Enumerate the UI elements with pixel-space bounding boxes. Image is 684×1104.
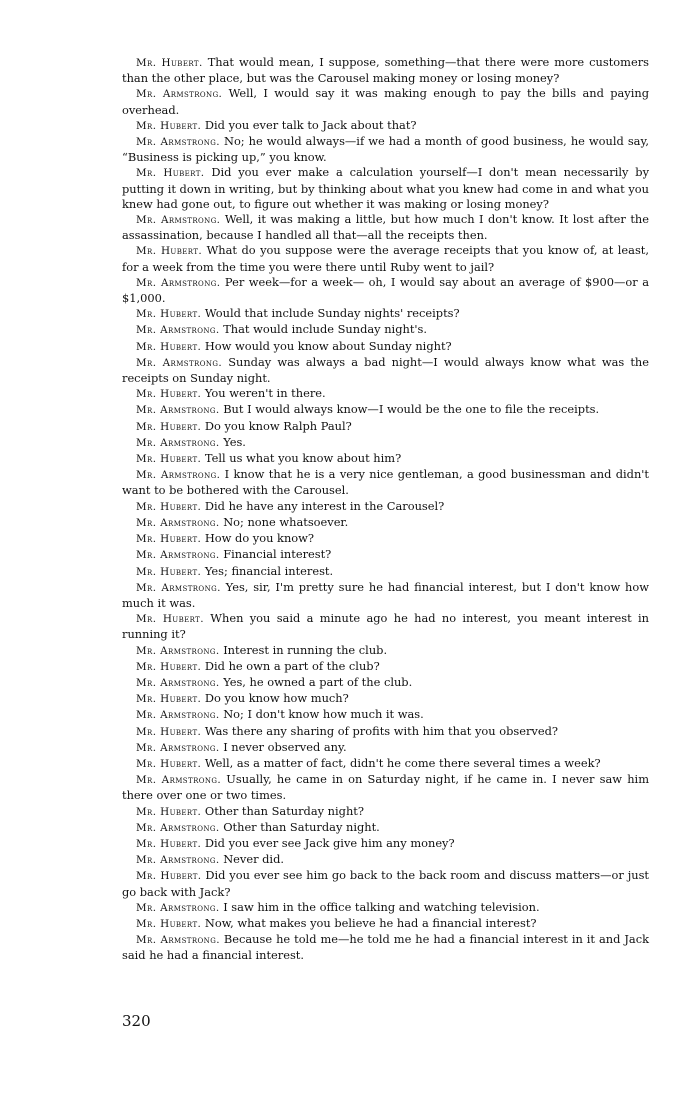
testimony-text: Usually, he came in on Saturday night, if he came in. I never saw him there over one or two times. [122, 772, 649, 803]
speaker-name: Mr. Armstrong. [136, 436, 220, 449]
speaker-name: Mr. Armstrong. [136, 821, 220, 834]
speaker-name: Mr. Hubert. [136, 613, 204, 626]
testimony-text: I never observed any. [223, 739, 347, 754]
speaker-name: Mr. Armstrong. [136, 214, 221, 227]
speaker-name: Mr. Armstrong. [136, 934, 220, 947]
testimony-text: When you said a minute ago he had no interest, you meant interest in running it? [122, 611, 649, 642]
testimony-text: Financial interest? [223, 547, 332, 562]
testimony-text: Other than Saturday night? [204, 803, 364, 818]
speaker-name: Mr. Armstrong. [136, 404, 220, 417]
speaker-name: Mr. Armstrong. [136, 854, 220, 867]
speaker-name: Mr. Armstrong. [136, 709, 220, 722]
testimony-paragraph [122, 564, 649, 580]
testimony-paragraph [122, 836, 649, 852]
testimony-paragraph [122, 724, 649, 740]
speaker-name: Mr. Hubert. [136, 870, 202, 883]
testimony-paragraph [122, 691, 649, 707]
testimony-text: Did you ever see Jack give him any money? [204, 835, 455, 850]
speaker-name: Mr. Hubert. [136, 167, 205, 180]
speaker-name: Mr. Armstrong. [136, 774, 222, 787]
testimony-paragraph [122, 740, 649, 756]
speaker-name: Mr. Hubert. [136, 245, 203, 258]
testimony-text: Did you ever talk to Jack about that? [204, 117, 417, 132]
testimony-text: Sunday was always a bad night—I would always know what was the receipts on Sunday night. [122, 354, 649, 386]
testimony-paragraph [122, 243, 649, 274]
testimony-text: Would that include Sunday nights' receipts? [204, 306, 460, 321]
testimony-paragraph [122, 467, 649, 498]
testimony-paragraph [122, 339, 649, 355]
testimony-text: That would mean, I suppose, something—that there were more customers than the other place, but was the Carousel making money or losing money? [122, 55, 649, 86]
testimony-text: Per week—for a week— oh, I would say about an average of $900—or a $1,000. [122, 274, 649, 306]
testimony-paragraph [122, 451, 649, 467]
speaker-name: Mr. Armstrong. [136, 276, 221, 289]
speaker-name: Mr. Armstrong. [136, 324, 220, 337]
testimony-paragraph [122, 435, 649, 451]
testimony-paragraph [122, 515, 649, 531]
speaker-name: Mr. Armstrong. [136, 644, 220, 657]
speaker-name: Mr. Armstrong. [136, 676, 220, 689]
testimony-paragraph [122, 932, 649, 963]
speaker-name: Mr. Hubert. [136, 308, 202, 321]
testimony-text: Well, as a matter of fact, didn't he come there several times a week? [204, 755, 601, 770]
testimony-paragraph [122, 499, 649, 515]
testimony-text: What do you suppose were the average receipts that you know of, at least, for a week from the time you were there until Ruby went to jail? [122, 243, 650, 274]
testimony-text: That would include Sunday night's. [223, 322, 427, 337]
speaker-name: Mr. Armstrong. [136, 136, 220, 149]
speaker-name: Mr. Hubert. [136, 837, 202, 850]
speaker-name: Mr. Armstrong. [136, 356, 223, 369]
testimony-paragraph [122, 675, 649, 691]
testimony-text: I saw him in the office talking and watching television. [223, 899, 540, 914]
testimony-text: Never did. [223, 852, 284, 867]
speaker-name: Mr. Hubert. [136, 388, 202, 401]
testimony-text: Do you know how much? [204, 691, 349, 706]
testimony-paragraph [122, 804, 649, 820]
testimony-text: Yes, sir, I'm pretty sure he had financial interest, but I don't know how much it was. [122, 579, 650, 610]
testimony-text: Well, it was making a little, but how much I don't know. It lost after the assassination, because I handled all that—all the receipts then. [122, 212, 649, 243]
testimony-text: Do you know Ralph Paul? [204, 418, 352, 433]
speaker-name: Mr. Hubert. [136, 500, 202, 513]
testimony-paragraph [122, 820, 649, 836]
testimony-text: No; I don't know how much it was. [223, 707, 424, 722]
testimony-text: I know that he is a very nice gentleman, a good businessman and didn't want to be bothered with the Carousel. [122, 467, 649, 498]
testimony-paragraph [122, 659, 649, 675]
testimony-text: Did he own a part of the club? [204, 658, 380, 673]
speaker-name: Mr. Armstrong. [136, 901, 220, 914]
speaker-name: Mr. Hubert. [136, 420, 202, 433]
testimony-text: But I would always know—I would be the one to file the receipts. [223, 402, 600, 417]
speaker-name: Mr. Hubert. [136, 725, 202, 738]
testimony-paragraph [122, 707, 649, 723]
testimony-paragraph [122, 852, 649, 868]
testimony-paragraph [122, 275, 649, 306]
speaker-name: Mr. Hubert. [136, 340, 202, 353]
testimony-text: How do you know? [204, 531, 315, 546]
speaker-name: Mr. Hubert. [136, 693, 202, 706]
testimony-paragraph [122, 306, 649, 322]
testimony-paragraph [122, 134, 649, 165]
speaker-name: Mr. Armstrong. [136, 549, 220, 562]
testimony-paragraph [122, 165, 649, 212]
page-number: 320 [122, 1012, 151, 1030]
speaker-name: Mr. Hubert. [136, 57, 203, 69]
testimony-paragraph [122, 916, 649, 932]
testimony-text: Was there any sharing of profits with him that you observed? [204, 723, 558, 738]
testimony-paragraph [122, 547, 649, 563]
testimony-paragraph [122, 643, 649, 659]
testimony-text: Did he have any interest in the Carousel? [204, 498, 445, 513]
testimony-paragraph [122, 419, 649, 435]
speaker-name: Mr. Hubert. [136, 805, 202, 818]
testimony-text: No; none whatsoever. [223, 514, 349, 529]
speaker-name: Mr. Hubert. [136, 565, 202, 578]
testimony-text: Yes. [223, 434, 246, 449]
testimony-text: Other than Saturday night. [223, 819, 380, 834]
testimony-paragraph [122, 756, 649, 772]
testimony-paragraph [122, 868, 649, 899]
testimony-text: No; he would always—if we had a month of good business, he would say, “Business is picking up,” you know. [122, 134, 649, 165]
speaker-name: Mr. Armstrong. [136, 469, 221, 482]
speaker-name: Mr. Armstrong. [136, 88, 223, 101]
testimony-paragraph [122, 355, 649, 386]
testimony-text: Because he told me—he told me he had a financial interest in it and Jack said he had a financial interest. [122, 932, 650, 963]
testimony-text: Did you ever make a calculation yourself—I don't mean necessarily by putting it down in writing, but by thinking about what you knew had come in and what you knew had gone out, to figure out whether it was making or losing money? [122, 165, 650, 211]
testimony-paragraph [122, 580, 649, 611]
testimony-paragraph [122, 212, 649, 243]
speaker-name: Mr. Hubert. [136, 453, 202, 466]
testimony-paragraph [122, 531, 649, 547]
speaker-name: Mr. Hubert. [136, 757, 202, 770]
testimony-paragraph [122, 86, 649, 117]
testimony-text: Yes, he owned a part of the club. [223, 674, 413, 689]
speaker-name: Mr. Hubert. [136, 917, 202, 930]
speaker-name: Mr. Hubert. [136, 660, 202, 673]
speaker-name: Mr. Hubert. [136, 119, 202, 132]
testimony-text: Interest in running the club. [223, 642, 388, 657]
testimony-paragraph [122, 900, 649, 916]
testimony-paragraph [122, 55, 649, 86]
testimony-text: Did you ever see him go back to the back room and discuss matters—or just go back with Jack? [122, 868, 650, 899]
testimony-text: You weren't in there. [204, 386, 326, 401]
testimony-paragraph [122, 611, 649, 642]
testimony-text: Tell us what you know about him? [204, 451, 402, 466]
transcript-body [122, 55, 649, 964]
testimony-text: How would you know about Sunday night? [204, 338, 452, 353]
speaker-name: Mr. Armstrong. [136, 581, 221, 594]
speaker-name: Mr. Armstrong. [136, 741, 220, 754]
testimony-text: Well, I would say it was making enough to pay the bills and paying overhead. [122, 86, 649, 117]
testimony-paragraph [122, 118, 649, 134]
testimony-paragraph [122, 402, 649, 418]
testimony-text: Yes; financial interest. [204, 563, 334, 578]
testimony-paragraph [122, 386, 649, 402]
speaker-name: Mr. Hubert. [136, 533, 202, 546]
testimony-paragraph [122, 772, 649, 803]
speaker-name: Mr. Armstrong. [136, 516, 220, 529]
testimony-text: Now, what makes you believe he had a financial interest? [204, 915, 537, 930]
testimony-paragraph [122, 322, 649, 338]
